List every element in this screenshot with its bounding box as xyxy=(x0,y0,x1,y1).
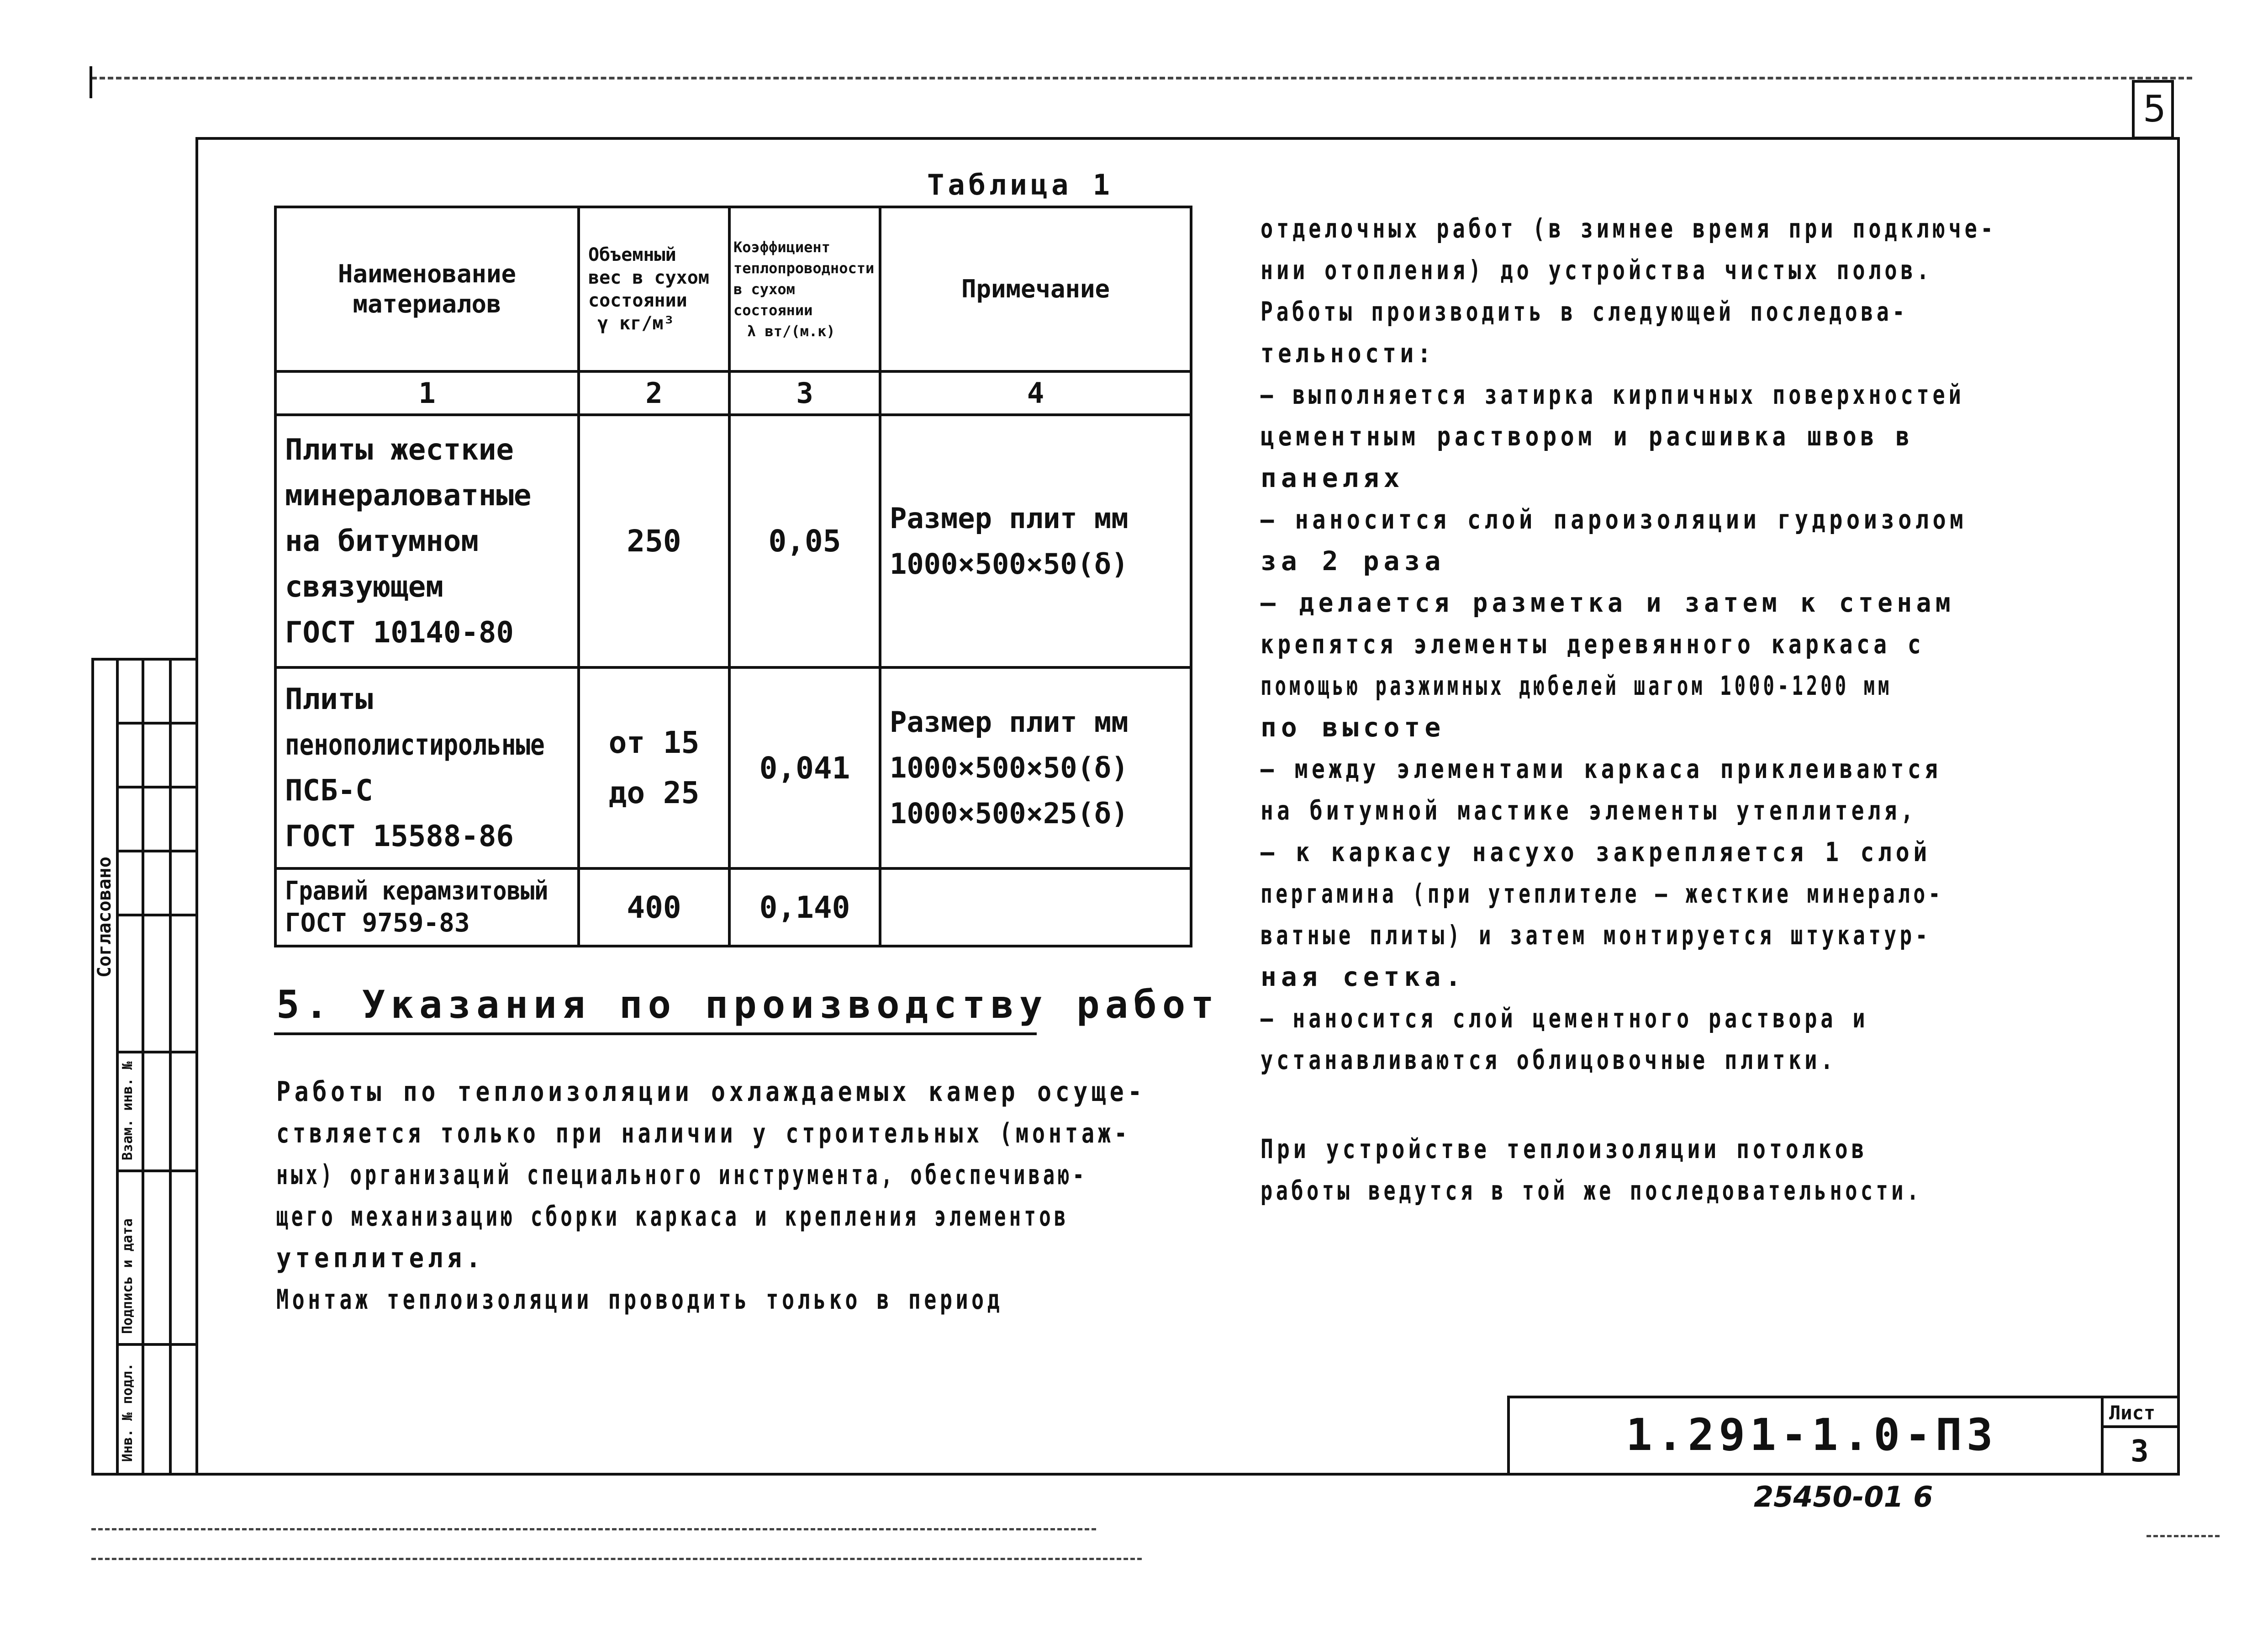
material-line: на битумном xyxy=(285,524,479,558)
stamp-row-1 xyxy=(116,722,198,725)
table-row xyxy=(275,868,1191,946)
text-line: на битумной мастике элементы утеплителя, xyxy=(1261,795,1917,826)
material-line: ГОСТ 15588-86 xyxy=(285,820,514,853)
note-line: 1000×500×25(δ) xyxy=(890,797,1129,830)
sheet-number: 3 xyxy=(2131,1434,2149,1469)
stamp-inv-label: Инв. № подл. xyxy=(120,1363,136,1462)
text-line: пергамина (при утеплителе — жесткие минерало- xyxy=(1261,878,1944,909)
document-designation: 1.291-1.0-ПЗ xyxy=(1626,1409,1998,1460)
table-header-row xyxy=(275,207,1191,371)
text-line: При устройстве теплоизоляции потолков xyxy=(1261,1133,1868,1164)
material-line-condensed: пенополистирольные xyxy=(285,728,545,762)
col-number: 2 xyxy=(579,371,729,415)
note-line: Размер плит мм xyxy=(890,705,1129,739)
text-line: тельности: xyxy=(1261,338,1435,369)
conductivity-cell: 0,05 xyxy=(729,415,880,667)
section-title: 5. Указания по производству работ xyxy=(276,982,1219,1027)
text-line: — выполняется затирка кирпичных поверхностей xyxy=(1261,379,1965,410)
header-cond-line: Коэффициент xyxy=(733,238,830,256)
weight-cell xyxy=(579,667,729,868)
stamp-row-2 xyxy=(116,786,198,788)
col-number: 1 xyxy=(275,371,579,415)
text-line: утеплителя. xyxy=(276,1242,485,1274)
table-caption: Таблица 1 xyxy=(927,168,1113,201)
stamp-row-6 xyxy=(116,1169,198,1172)
material-cell xyxy=(275,415,579,667)
stamp-divider-2 xyxy=(169,658,172,1476)
header-cond-line: состоянии xyxy=(733,302,813,319)
text-line: Монтаж теплоизоляции проводить только в период xyxy=(276,1284,1003,1316)
table-row xyxy=(275,415,1191,667)
right-text-block-2 xyxy=(1261,1128,2156,1212)
stamp-row-7 xyxy=(116,1343,198,1346)
section-title-underline xyxy=(274,1032,1037,1035)
text-line: отделочных работ (в зимнее время при подключе- xyxy=(1261,213,1997,244)
text-line: крепятся элементы деревянного каркаса с xyxy=(1261,629,1925,660)
text-line: ных) организаций специального инструмента, обеспечиваю- xyxy=(276,1159,1087,1191)
note-line: 1000×500×50(δ) xyxy=(890,751,1129,784)
note-cell xyxy=(880,415,1191,667)
top-border-dashed xyxy=(91,77,2192,79)
page-number: 5 xyxy=(2143,88,2166,130)
material-cell xyxy=(275,667,579,868)
material-line: Плиты xyxy=(285,683,373,716)
header-cond-unit: λ вт/(м.к) xyxy=(747,323,835,340)
text-line: панелях xyxy=(1261,462,1404,493)
weight-value: 250 xyxy=(627,524,681,559)
stamp-replace-label: Взам. инв. № xyxy=(120,1061,136,1160)
material-cell xyxy=(275,868,579,946)
header-conductivity xyxy=(729,207,880,371)
stamp-column-agreed xyxy=(91,658,119,1476)
header-weight-line: состоянии xyxy=(588,290,687,311)
bottom-border-dashed xyxy=(91,1528,1096,1530)
note-cell xyxy=(880,667,1191,868)
text-line: работы ведутся в той же последовательности. xyxy=(1261,1175,1922,1206)
material-line: ГОСТ 10140-80 xyxy=(285,615,514,650)
sheet-label: Лист xyxy=(2109,1402,2156,1424)
stamp-agreed-label: Согласовано xyxy=(94,857,115,978)
header-name: Наименование материалов xyxy=(275,207,579,371)
material-line: Плиты жесткие xyxy=(285,433,514,467)
text-line: Работы производить в следующей последова- xyxy=(1261,296,1909,327)
text-line: помощью разжимных дюбелей шагом 1000-1200 мм xyxy=(1261,670,1893,701)
materials-table xyxy=(274,206,1192,947)
left-text-block xyxy=(276,1071,1213,1321)
table-row xyxy=(275,667,1191,868)
col-number: 4 xyxy=(880,371,1191,415)
right-text-block xyxy=(1261,208,2156,1081)
top-left-tick xyxy=(90,66,92,98)
text-line: за 2 раза xyxy=(1261,545,1445,577)
material-line: минераловатные xyxy=(285,478,532,513)
text-line: щего механизацию сборки каркаса и крепления элементов xyxy=(276,1201,1069,1233)
sheet-label-divider xyxy=(2101,1425,2180,1428)
stamp-row-3 xyxy=(116,850,198,852)
text-line: по высоте xyxy=(1261,712,1445,743)
text-line: — наносится слой пароизоляции гудроизолом xyxy=(1261,504,1967,535)
weight-cell xyxy=(579,868,729,946)
bottom-right-dashed xyxy=(2147,1535,2220,1537)
material-line: ПСБ-С xyxy=(285,774,373,808)
note-line: 1000×500×50(δ) xyxy=(890,547,1129,581)
text-line: нии отопления) до устройства чистых полов. xyxy=(1261,254,1933,286)
col-number: 3 xyxy=(729,371,880,415)
stamp-row-4 xyxy=(116,914,198,916)
header-weight-unit: γ кг/м³ xyxy=(597,313,675,334)
text-line: устанавливаются облицовочные плитки. xyxy=(1261,1044,1837,1075)
header-note: Примечание xyxy=(880,207,1191,371)
weight-value: от 15 xyxy=(608,725,700,760)
table-number-row xyxy=(275,371,1191,415)
weight-value: 400 xyxy=(627,889,681,925)
header-cond-line: теплопроводности xyxy=(733,259,875,277)
text-line: цементным раствором и расшивка швов в xyxy=(1261,421,1914,452)
text-line: Работы по теплоизоляции охлаждаемых камер осуще- xyxy=(276,1076,1146,1108)
conductivity-cell: 0,140 xyxy=(729,868,880,946)
stamp-row-5 xyxy=(116,1051,198,1053)
text-line: ная сетка. xyxy=(1261,961,1466,992)
text-line: — к каркасу насухо закрепляется 1 слой xyxy=(1261,836,1931,868)
title-block-divider xyxy=(2101,1396,2104,1476)
text-line: ватные плиты) и затем монтируется штукатур- xyxy=(1261,920,1931,951)
material-line-condensed: Гравий керамзитовый xyxy=(285,876,549,906)
weight-value: до 25 xyxy=(608,775,700,810)
note-cell xyxy=(880,868,1191,946)
header-weight-line: вес в сухом xyxy=(588,267,709,288)
stamp-divider-1 xyxy=(142,658,144,1476)
bottom-note: 25450-01 6 xyxy=(1754,1480,1933,1513)
material-line: ГОСТ 9759-83 xyxy=(285,908,470,938)
header-cond-line: в сухом xyxy=(733,280,795,298)
header-weight-line: Объемный xyxy=(588,244,676,265)
bottom-border-dashed xyxy=(91,1558,1142,1560)
material-line: связующем xyxy=(285,570,443,604)
conductivity-cell: 0,041 xyxy=(729,667,880,868)
stamp-sign-label: Подпись и дата xyxy=(120,1218,136,1334)
text-line: ствляется только при наличии у строительных (монтаж- xyxy=(276,1117,1131,1149)
note-line: Размер плит мм xyxy=(890,501,1129,535)
text-line: — делается разметка и затем к стенам xyxy=(1261,587,1955,618)
text-line: — между элементами каркаса приклеиваются xyxy=(1261,753,1942,784)
weight-cell xyxy=(579,415,729,667)
text-line: — наносится слой цементного раствора и xyxy=(1261,1003,1869,1034)
header-weight xyxy=(579,207,729,371)
